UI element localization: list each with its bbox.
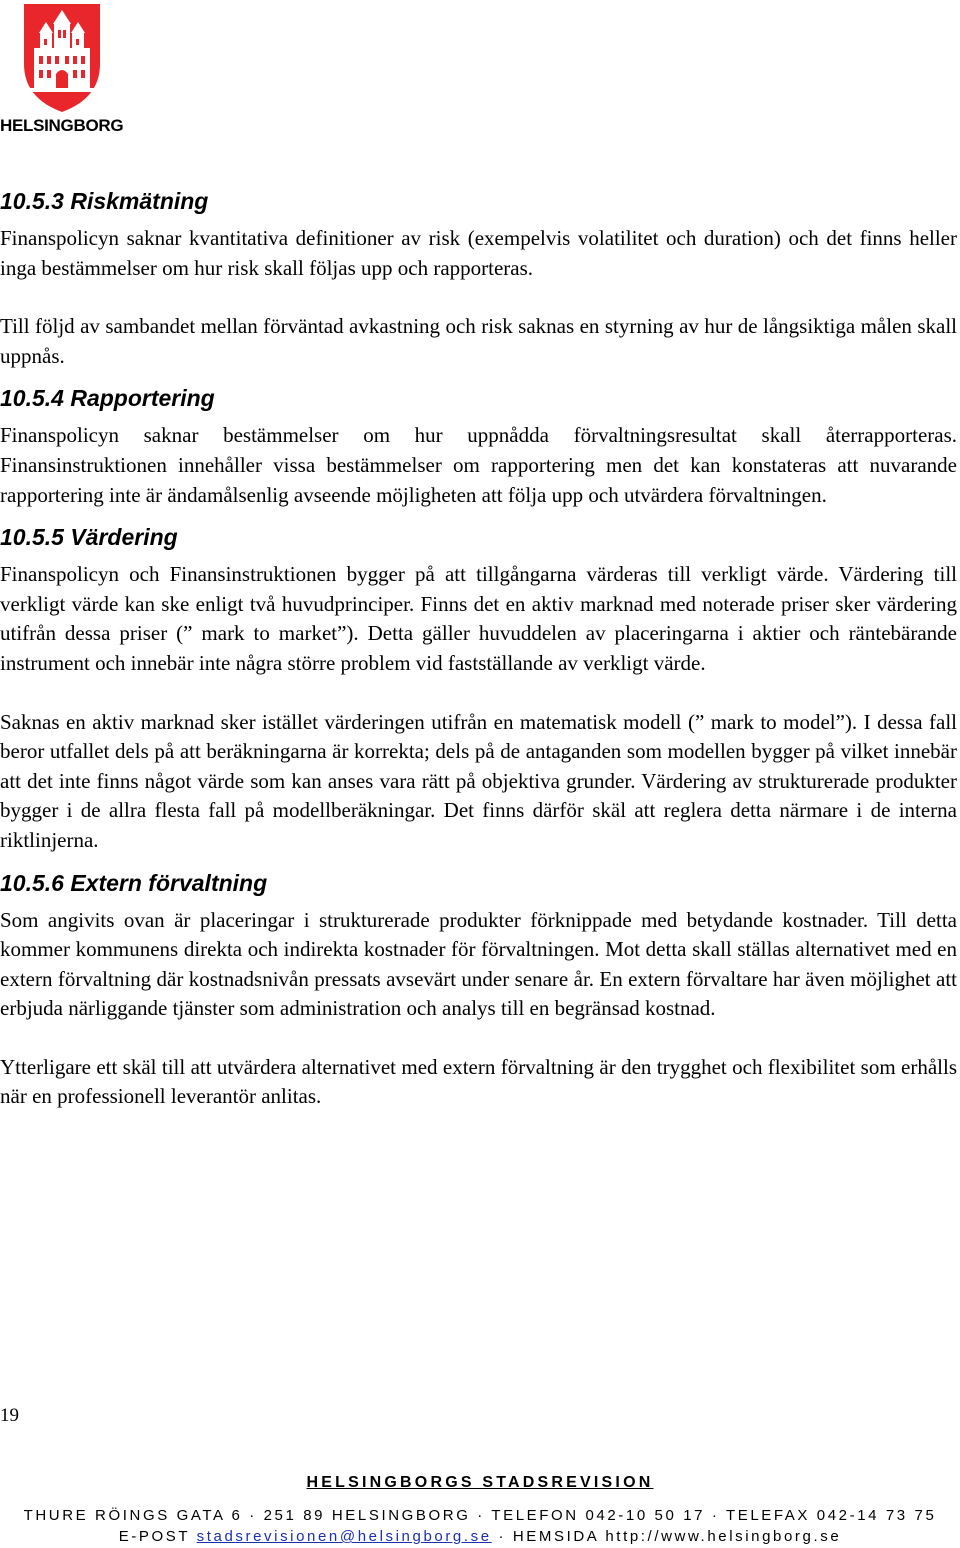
section-heading: 10.5.3 Riskmätning [0,188,209,214]
paragraph: Finanspolicyn saknar bestämmelser om hur uppnådda förvaltningsresultat skall återrapporteras. Finansinstruktionen innehåller vissa bestämmelser om rapportering men det kan konstateras att nuvarande rapportering inte är ändamålsenlig avseende möjligheten att följa upp och utvärdera förvaltningen. [0,423,957,507]
email-label: E-POST [118,1528,190,1545]
paragraph: Saknas en aktiv marknad sker istället värderingen utifrån en matematisk modell (” mark to model”). I dessa fall beror utfallet dels på att beräkningarna är korrekta; dels på de antaganden som modellen bygger på vilket innebär att det inte finns något värde som kan anses vara rätt på objektiva grunder. Värdering av strukturerade produkter bygger i de allra flesta fall på modellberäkningar. Det finns därför skäl att reglera detta närmare i de interna riktlinjerna. [0,709,957,852]
section-rapportering [0,383,957,510]
email-link[interactable]: stadsrevisionen@helsingborg.se [196,1528,492,1545]
section-heading: 10.5.6 Extern förvaltning [0,869,268,896]
paragraph: Finanspolicyn saknar kvantitativa definitioner av risk (exempelvis volatilitet och duration) och det finns heller inga bestämmelser om hur risk skall följas upp och rapporteras. [0,226,957,280]
web-link[interactable]: http://www.helsingborg.se [605,1528,842,1545]
paragraph: Ytterligare ett skäl till att utvärdera alternativet med extern förvaltning är den trygghet och flexibilitet som erhålls när en professionell leverantör anlitas. [0,1054,957,1109]
section-vardering [0,522,957,855]
section-extern-forvaltning [0,868,957,1113]
section-heading: 10.5.4 Rapportering [0,385,215,412]
footer-title: HELSINGBORGS STADSREVISION [306,1474,654,1491]
logo-text: HELSINGBORG [0,116,124,135]
page-number: 19 [0,1405,19,1426]
city-coat-of-arms-icon [22,2,102,114]
section-riskmatning [0,186,957,371]
paragraph: Finanspolicyn och Finansinstruktionen bygger på att tillgångarna värderas till verkligt värde. Värdering till verkligt värde kan ske enligt två huvudprinciper. Finns det en aktiv marknad med noterade priser sker värdering utifrån dessa priser (” mark to market”). Detta gäller huvuddelen av placeringarna i aktier och räntebärande instrument och innebär inte några större problem vid fastställande av verkligt värde. [0,562,957,675]
footer-contact [0,1528,960,1545]
footer-address: THURE RÖINGS GATA 6 · 251 89 HELSINGBORG · TELEFON 042-10 50 17 · TELEFAX 042-14 73 75 [23,1507,937,1524]
paragraph: Som angivits ovan är placeringar i strukturerade produkter förknippade med betydande kostnader. Till detta kommer kommunens direkta och indirekta kostnader för förvaltningen. Mot detta skall ställas alternativet med en extern förvaltning där kostnadsnivån pressats avsevärt under senare år. En extern förvaltare har även möjlighet att erbjuda närliggande tjänster som administration och analys till en begränsad kostnad. [0,907,957,1021]
section-heading: 10.5.5 Värdering [0,524,178,551]
web-label: HEMSIDA [512,1528,599,1545]
separator: · [498,1528,507,1545]
helsingborg-logo [0,0,125,140]
document-body [0,186,957,1112]
paragraph: Till följd av sambandet mellan förväntad avkastning och risk saknas en styrning av hur de långsiktiga målen skall uppnås. [0,314,957,368]
